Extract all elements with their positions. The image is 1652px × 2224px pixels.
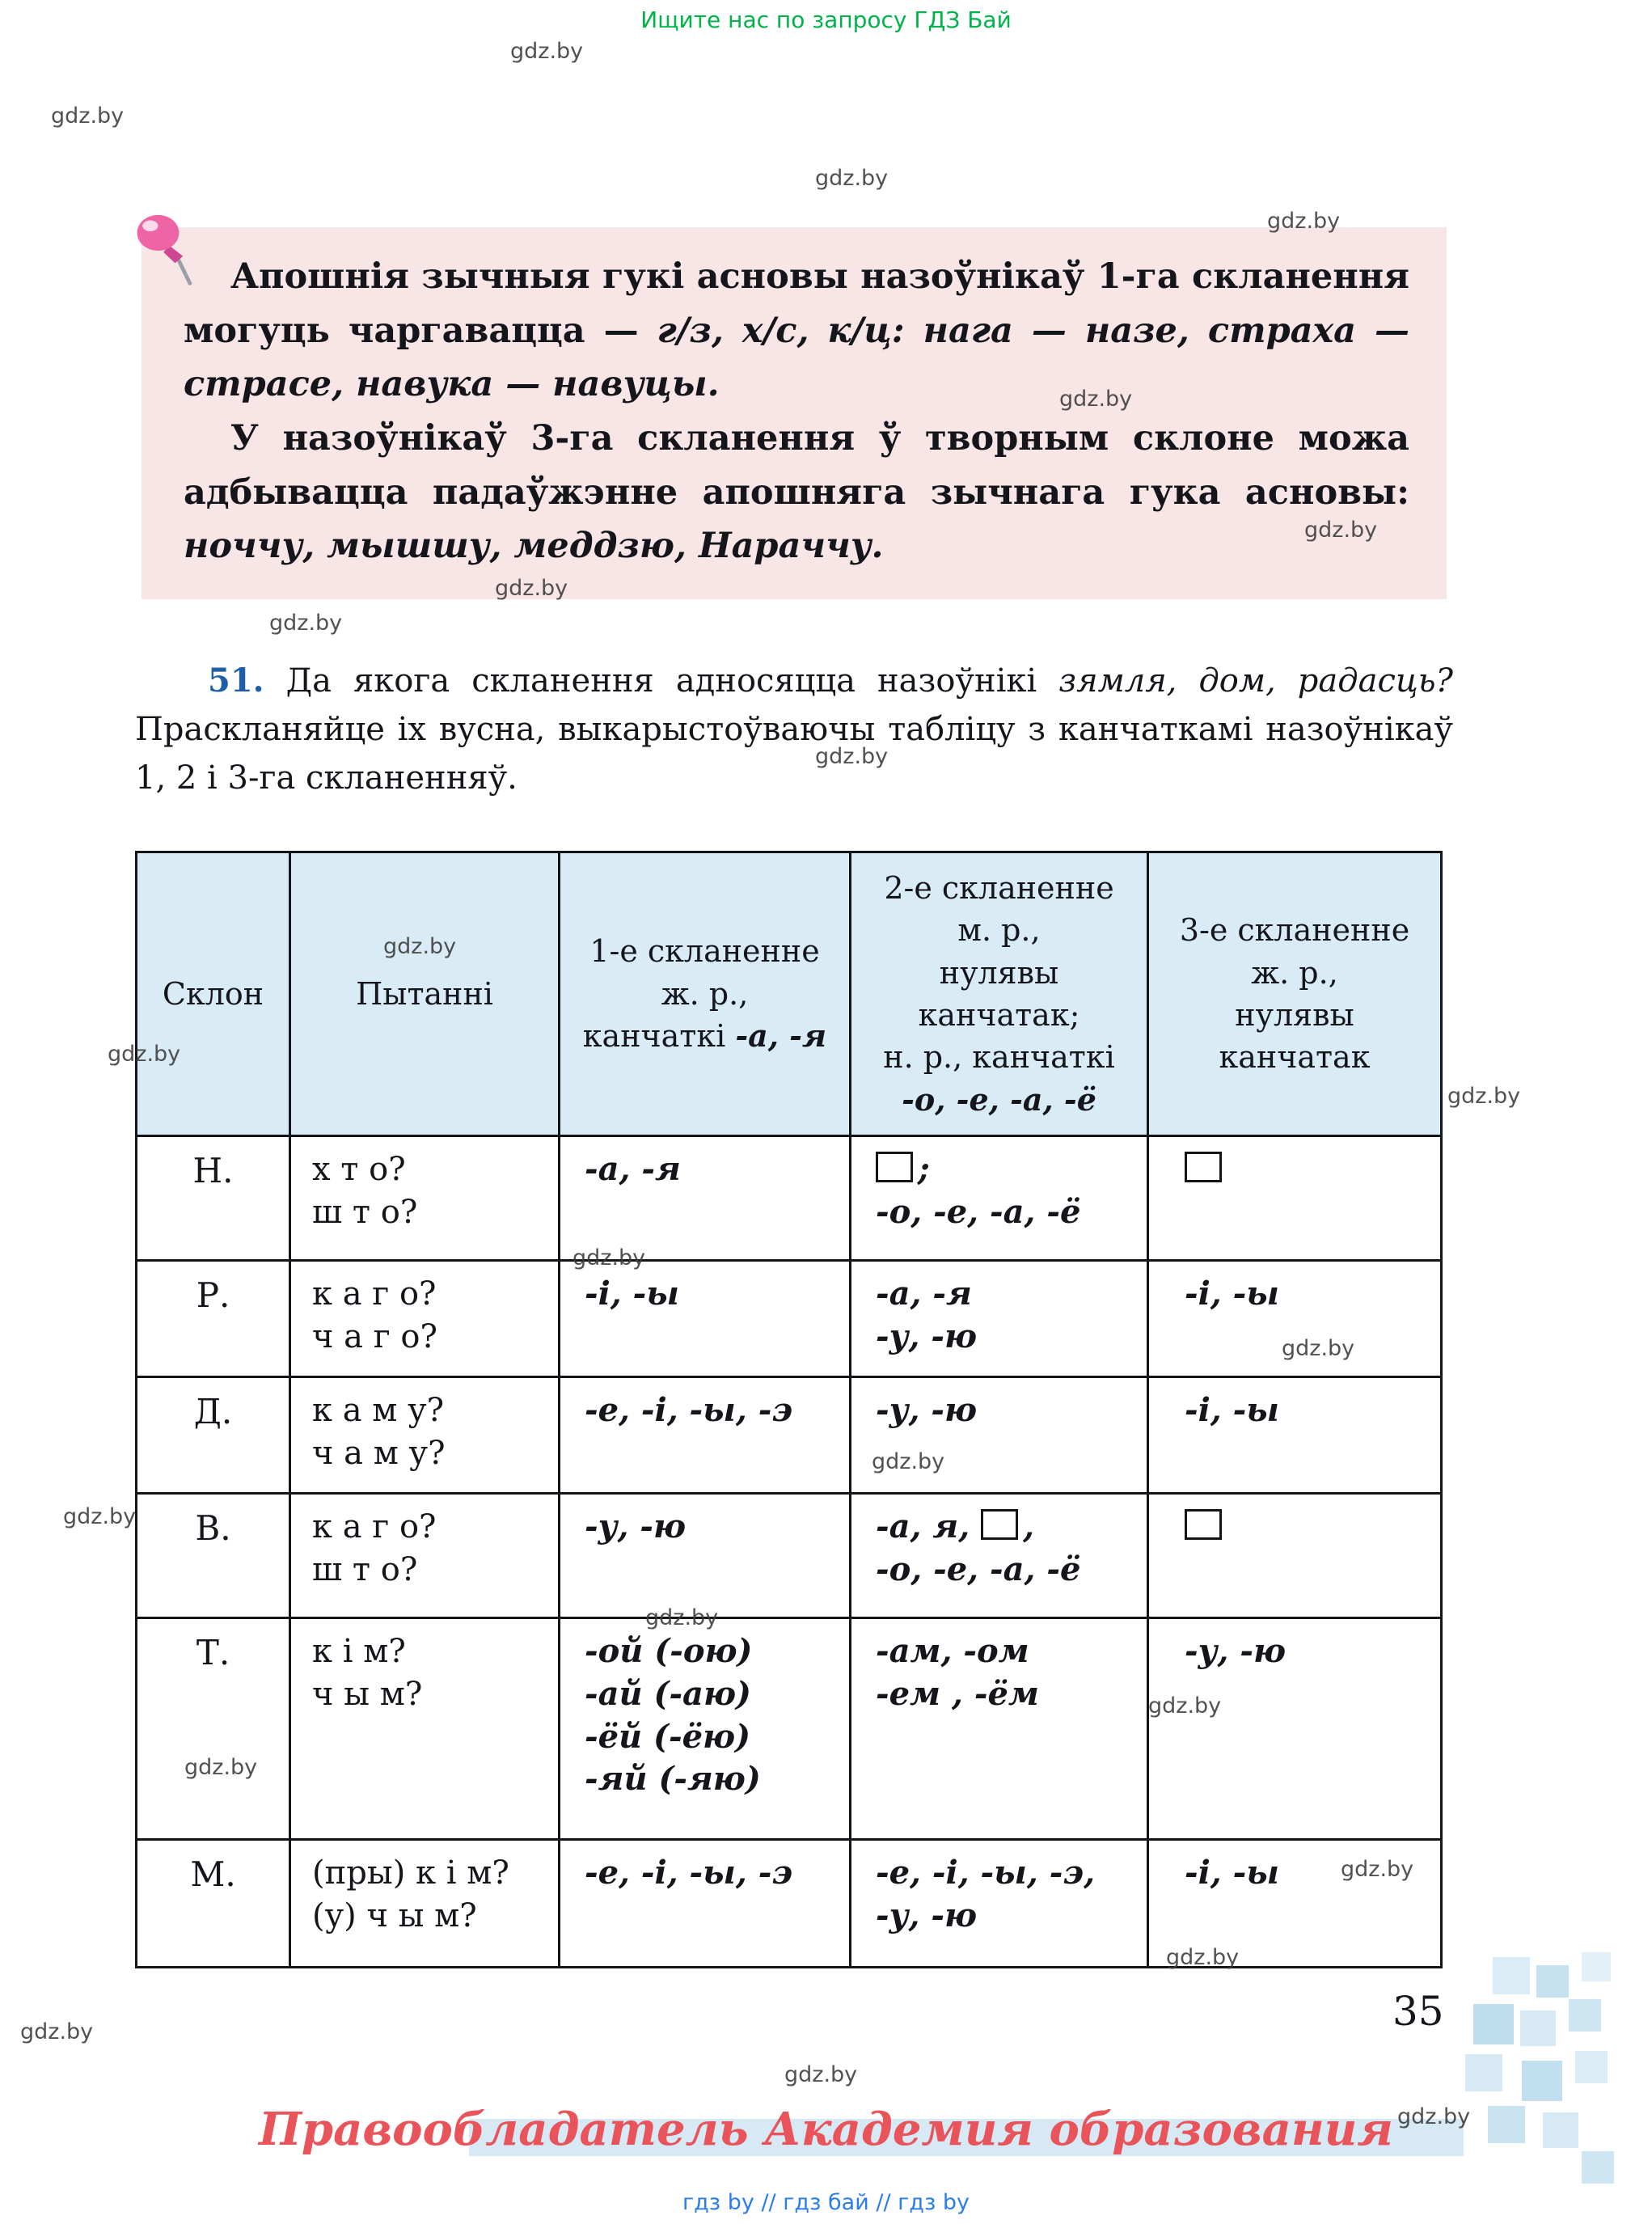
declension1-endings-cell: -е, -і, -ы, -э — [560, 1840, 851, 1968]
questions-cell: к а г о? ш т о? — [290, 1494, 560, 1618]
gdz-watermark: gdz.by — [1397, 2104, 1471, 2129]
header-case-label: Склон — [162, 975, 264, 1012]
pixel-square — [1536, 1965, 1569, 1998]
col-header-declension-2 — [851, 852, 1148, 1136]
col-header-declension-1 — [560, 852, 851, 1136]
header-decl3-line4: канчатак — [1219, 1039, 1371, 1076]
exercise-example-words: зямля, дом, радасць? — [1058, 662, 1453, 700]
gdz-watermark: gdz.by — [645, 1605, 719, 1630]
questions-cell: к а г о? ч а г о? — [290, 1261, 560, 1377]
exercise-51 — [135, 657, 1453, 802]
declension-table — [135, 851, 1443, 1968]
table-body — [137, 1136, 1442, 1968]
table-row — [137, 1618, 1442, 1840]
header-decl3-line2: ж. р., — [1251, 954, 1338, 991]
header-decl1-line1: 1-е скланенне — [589, 933, 820, 970]
null-ending-box-icon — [981, 1509, 1018, 1540]
declension1-endings-cell: -е, -і, -ы, -э — [560, 1377, 851, 1494]
gdz-watermark: gdz.by — [108, 1042, 181, 1067]
declension2-endings-cell: -ам, -ом -ем , -ём — [851, 1618, 1148, 1840]
col-header-questions — [290, 852, 560, 1136]
pixel-square — [1493, 1957, 1530, 1994]
case-cell: В. — [137, 1494, 290, 1618]
pixel-square — [1473, 2004, 1514, 2044]
gdz-watermark: gdz.by — [495, 576, 568, 601]
case-cell: М. — [137, 1840, 290, 1968]
publisher-text: Правообладатель Академия образования — [259, 2103, 1393, 2156]
declension2-endings-cell: -а, я, , -о, -е, -а, -ё — [851, 1494, 1148, 1618]
header-decl3-line3: нулявы — [1235, 997, 1354, 1033]
gdz-watermark: gdz.by — [1282, 1336, 1355, 1361]
declension2-endings-cell: -а, -я -у, -ю — [851, 1261, 1148, 1377]
exercise-text-after: Праскланяйце іх вусна, выкарыстоўваючы табліцу з канчаткамі назоўнікаў 1, 2 і 3-га скланенняў. — [135, 711, 1453, 797]
declension3-endings-cell — [1148, 1136, 1442, 1261]
table-row — [137, 1136, 1442, 1261]
declension3-endings-cell — [1148, 1494, 1442, 1618]
gdz-watermark: gdz.by — [63, 1504, 137, 1529]
page-number: 35 — [1392, 1988, 1444, 2035]
pixel-square — [1569, 1999, 1601, 2032]
exercise-text-before: Да якога скланення адносяцца назоўнікі — [264, 662, 1059, 700]
gdz-watermark: gdz.by — [184, 1755, 258, 1780]
gdz-watermark: gdz.by — [1341, 1857, 1414, 1882]
gdz-watermark: gdz.by — [1059, 387, 1133, 412]
declension3-endings-cell: -і, -ы — [1148, 1377, 1442, 1494]
gdz-watermark: gdz.by — [269, 611, 343, 636]
gdz-watermark: gdz.by — [1166, 1945, 1240, 1970]
top-banner: Ищите нас по запросу ГДЗ Бай — [640, 6, 1012, 33]
header-decl2-line3: нулявы — [939, 954, 1059, 991]
gdz-watermark: gdz.by — [572, 1245, 646, 1271]
table-row — [137, 1840, 1442, 1968]
gdz-watermark: gdz.by — [51, 104, 125, 129]
questions-cell: х т о? ш т о? — [290, 1136, 560, 1261]
declension3-endings-cell: -і, -ы — [1148, 1840, 1442, 1968]
table-row — [137, 1377, 1442, 1494]
header-decl1-endings: -а, -я — [735, 1017, 827, 1055]
rule-p1-text: Апошнія зычныя гукі асновы назоўнікаў 1-га скланення могуць чаргавацца — — [184, 256, 1409, 351]
null-ending-box-icon — [876, 1152, 913, 1182]
declension3-endings-cell: -у, -ю — [1148, 1618, 1442, 1840]
gdz-watermark: gdz.by — [510, 39, 584, 64]
col-header-declension-3 — [1148, 852, 1442, 1136]
pixel-square — [1465, 2054, 1502, 2091]
table-header-row — [137, 852, 1442, 1136]
rule-box — [142, 227, 1447, 599]
questions-cell: к і м? ч ы м? — [290, 1618, 560, 1840]
header-decl2-line2: м. р., — [957, 912, 1041, 949]
gdz-watermark: gdz.by — [1267, 209, 1341, 234]
case-cell: Р. — [137, 1261, 290, 1377]
exercise-number: 51. — [208, 662, 264, 700]
table-row — [137, 1494, 1442, 1618]
header-decl2-line1: 2-е скланенне — [884, 869, 1114, 906]
rule-paragraph-1 — [184, 250, 1409, 412]
pixel-square — [1575, 2051, 1608, 2083]
rule-p1-examples: г/з, х/с, к/ц: нага — назе, страха — страсе, навука — навуцы. — [184, 310, 1409, 405]
declension1-endings-cell: -ой (-ою) -ай (-аю) -ёй (-ёю) -яй (-яю) — [560, 1618, 851, 1840]
case-cell: Д. — [137, 1377, 290, 1494]
gdz-watermark: gdz.by — [1304, 518, 1378, 543]
gdz-watermark: gdz.by — [1148, 1693, 1222, 1719]
gdz-watermark: gdz.by — [383, 934, 457, 959]
header-decl3-line1: 3-е скланенне — [1179, 912, 1410, 949]
gdz-watermark: gdz.by — [872, 1449, 945, 1474]
pixel-square — [1520, 2010, 1556, 2046]
pixel-square — [1582, 2151, 1614, 2184]
pixel-square — [1582, 1952, 1611, 1981]
header-decl1-line3 — [565, 1015, 844, 1057]
header-decl1-line2: ж. р., — [661, 975, 749, 1012]
gdz-watermark: gdz.by — [815, 166, 889, 191]
header-decl2-line5: н. р., канчаткі — [883, 1039, 1115, 1076]
declension2-endings-cell: ; -о, -е, -а, -ё — [851, 1136, 1148, 1261]
declension3-endings-cell: -і, -ы — [1148, 1261, 1442, 1377]
declension1-endings-cell: -а, -я — [560, 1136, 851, 1261]
questions-cell: к а м у? ч а м у? — [290, 1377, 560, 1494]
gdz-watermark: gdz.by — [784, 2062, 858, 2087]
questions-cell: (пры) к і м? (у) ч ы м? — [290, 1840, 560, 1968]
table-row — [137, 1261, 1442, 1377]
header-decl2-line4: канчатак; — [918, 997, 1080, 1033]
declension2-endings-cell: -у, -ю — [851, 1377, 1148, 1494]
case-cell: Н. — [137, 1136, 290, 1261]
pushpin-icon — [129, 208, 206, 294]
col-header-case — [137, 852, 290, 1136]
gdz-watermark: gdz.by — [1447, 1084, 1521, 1109]
declension1-endings-cell: -у, -ю — [560, 1494, 851, 1618]
header-decl2-endings: -о, -е, -а, -ё — [902, 1080, 1096, 1118]
case-cell: Т. — [137, 1618, 290, 1840]
footer-links: гдз by // гдз бай // гдз by — [682, 2190, 970, 2215]
gdz-watermark: gdz.by — [20, 2019, 94, 2044]
rule-p2-text: У назоўнікаў 3-га скланення ў творным склоне можа адбывацца падаўжэнне апошняга зычнага гука асновы: — [184, 417, 1409, 513]
pixel-square — [1522, 2061, 1562, 2101]
header-decl1-line3-text: канчаткі — [582, 1018, 736, 1055]
declension1-endings-cell: -і, -ы — [560, 1261, 851, 1377]
null-ending-box-icon — [1185, 1152, 1222, 1182]
rule-p2-examples: ноччу, мышшу, меддзю, Нараччу. — [184, 526, 884, 567]
null-ending-box-icon — [1185, 1509, 1222, 1540]
declension2-endings-cell: -е, -і, -ы, -э, -у, -ю — [851, 1840, 1148, 1968]
rule-paragraph-2 — [184, 412, 1409, 573]
header-questions-label: Пытанні — [356, 975, 493, 1012]
gdz-watermark: gdz.by — [815, 744, 889, 769]
